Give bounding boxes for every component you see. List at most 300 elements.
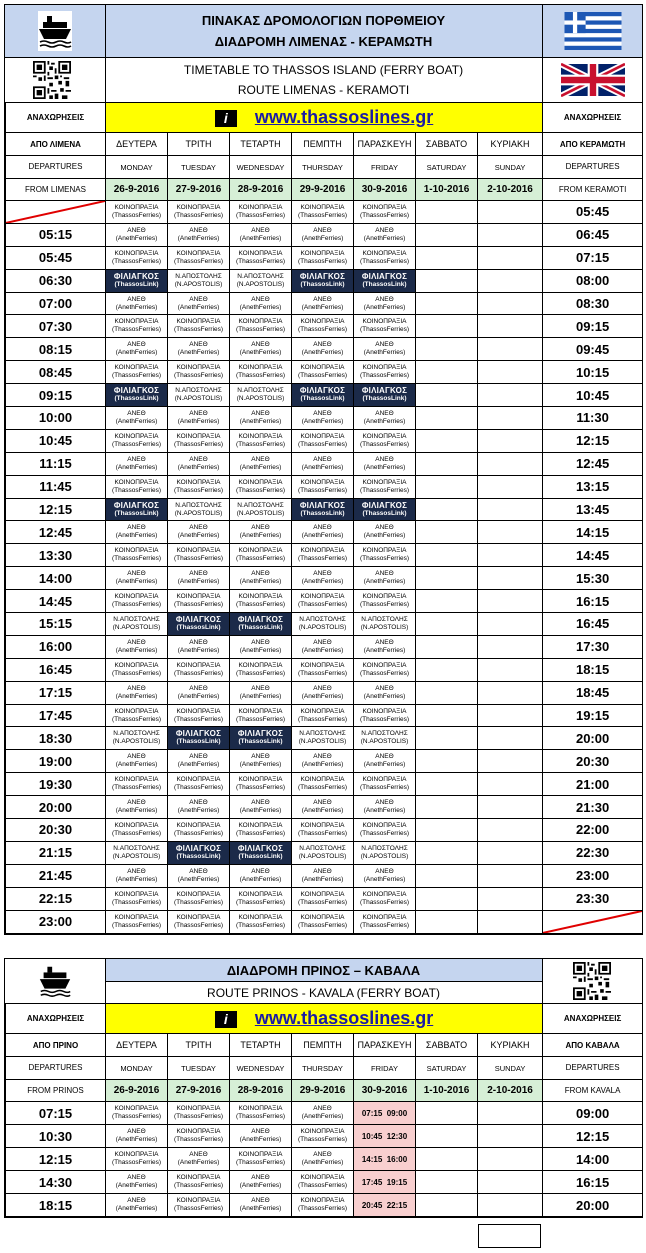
operator-company: (ThassosFerries) bbox=[173, 898, 224, 906]
ferry-operator-cell bbox=[230, 246, 292, 269]
table-row bbox=[6, 841, 643, 864]
departure-time-limenas: 12:45 bbox=[6, 521, 106, 544]
saturday-cell bbox=[416, 750, 478, 773]
operator-company: (AnethFerries) bbox=[301, 417, 344, 425]
ferry-operator-cell bbox=[230, 475, 292, 498]
ferry-operator-cell bbox=[168, 1171, 230, 1194]
date-cell: 30-9-2016 bbox=[354, 179, 416, 201]
operator-company: (ThassosFerries) bbox=[297, 898, 348, 906]
operator-company: (AnethFerries) bbox=[239, 578, 282, 586]
sunday-cell bbox=[478, 452, 543, 475]
operator-company: (ThassosFerries) bbox=[111, 669, 162, 677]
ferry-operator-cell bbox=[168, 658, 230, 681]
date-cell: 27-9-2016 bbox=[168, 179, 230, 201]
operator-company: (ThassosLink) bbox=[300, 395, 345, 403]
operator-name: Ν.ΑΠΟΣΤΟΛΗΣ bbox=[113, 615, 160, 623]
greek-flag-icon bbox=[561, 12, 625, 50]
operator-company: (ThassosLink) bbox=[238, 623, 283, 631]
table-row bbox=[6, 635, 643, 658]
ferry-operator-cell bbox=[168, 727, 230, 750]
operator-company: (ThassosFerries) bbox=[359, 715, 410, 723]
day-gr: ΠΕΜΠΤΗ bbox=[292, 133, 354, 156]
table-row bbox=[6, 452, 643, 475]
right-label-3: DEPARTURES bbox=[543, 156, 643, 179]
operator-name: ΑΝΕΘ bbox=[251, 341, 270, 349]
operator-name: ΚΟΙΝΟΠΡΑΞΙΑ bbox=[176, 249, 221, 257]
departure-time-keramoti: 18:45 bbox=[543, 681, 643, 704]
ferry-operator-cell bbox=[354, 407, 416, 430]
ferry-operator-cell bbox=[106, 361, 168, 384]
operator-company: (ThassosFerries) bbox=[173, 486, 224, 494]
sunday-cell bbox=[478, 819, 543, 842]
operator-name: ΑΝΕΘ bbox=[251, 1197, 270, 1204]
operator-name: ΑΝΕΘ bbox=[313, 226, 332, 234]
ferry-operator-cell bbox=[168, 246, 230, 269]
operator-name: ΑΝΕΘ bbox=[313, 524, 332, 532]
operator-name: ΚΟΙΝΟΠΡΑΞΙΑ bbox=[362, 203, 407, 211]
left-label-3: DEPARTURES bbox=[6, 1057, 106, 1080]
operator-name: ΑΝΕΘ bbox=[189, 570, 208, 578]
operator-name: ΦΙΛΙΑΓΚΟΣ bbox=[175, 729, 222, 739]
operator-company: (ThassosFerries) bbox=[173, 669, 224, 677]
departure-time-limenas: 11:15 bbox=[6, 452, 106, 475]
operator-name: ΑΝΕΘ bbox=[127, 1128, 146, 1135]
ferry-operator-cell bbox=[106, 841, 168, 864]
ferry-operator-cell bbox=[230, 521, 292, 544]
header-table-1 bbox=[5, 5, 642, 102]
ferry-operator-cell bbox=[168, 704, 230, 727]
saturday-cell bbox=[416, 1148, 478, 1171]
operator-company: (ThassosFerries) bbox=[235, 829, 286, 837]
operator-name: ΑΝΕΘ bbox=[313, 341, 332, 349]
saturday-cell bbox=[416, 819, 478, 842]
table-row bbox=[6, 590, 643, 613]
operator-name: ΚΟΙΝΟΠΡΑΞΙΑ bbox=[176, 1197, 221, 1204]
operator-name: ΑΝΕΘ bbox=[127, 1174, 146, 1181]
operator-name: ΑΝΕΘ bbox=[127, 799, 146, 807]
ferry-operator-cell bbox=[292, 681, 354, 704]
ferry-operator-cell bbox=[106, 223, 168, 246]
day-gr: ΤΕΤΑΡΤΗ bbox=[230, 133, 292, 156]
saturday-cell bbox=[416, 567, 478, 590]
operator-company: (AnethFerries) bbox=[363, 303, 406, 311]
departure-time-limenas: 17:45 bbox=[6, 704, 106, 727]
operator-company: (ThassosFerries) bbox=[173, 784, 224, 792]
table-row bbox=[6, 246, 643, 269]
date-cell: 26-9-2016 bbox=[106, 1080, 168, 1102]
ferry-operator-cell bbox=[106, 1148, 168, 1171]
sunday-cell bbox=[478, 796, 543, 819]
saturday-cell bbox=[416, 635, 478, 658]
operator-name: ΚΟΙΝΟΠΡΑΞΙΑ bbox=[300, 1197, 345, 1204]
operator-company: (AnethFerries) bbox=[301, 875, 344, 883]
operator-name: ΑΝΕΘ bbox=[375, 684, 394, 692]
operator-name: ΚΟΙΝΟΠΡΑΞΙΑ bbox=[300, 821, 345, 829]
qr-cell bbox=[5, 58, 105, 103]
sunday-cell bbox=[478, 567, 543, 590]
operator-name: Ν.ΑΠΟΣΤΟΛΗΣ bbox=[299, 844, 346, 852]
operator-name: Ν.ΑΠΟΣΤΟΛΗΣ bbox=[361, 844, 408, 852]
operator-name: ΚΟΙΝΟΠΡΑΞΙΑ bbox=[300, 661, 345, 669]
ferry-operator-cell bbox=[106, 613, 168, 636]
departure-time-kavala: 16:15 bbox=[543, 1171, 643, 1194]
operator-name: ΑΝΕΘ bbox=[251, 226, 270, 234]
saturday-cell bbox=[416, 521, 478, 544]
operator-company: (ThassosFerries) bbox=[235, 921, 286, 929]
ferry-operator-cell bbox=[230, 887, 292, 910]
operator-company: (AnethFerries) bbox=[177, 875, 220, 883]
diagonal-strike bbox=[543, 911, 642, 933]
day-en: WEDNESDAY bbox=[230, 156, 292, 179]
operator-name: Ν.ΑΠΟΣΤΟΛΗΣ bbox=[299, 615, 346, 623]
table-row bbox=[6, 223, 643, 246]
ferry-operator-cell bbox=[292, 452, 354, 475]
day-en: FRIDAY bbox=[354, 156, 416, 179]
ferry-operator-cell bbox=[230, 635, 292, 658]
operator-company: (AnethFerries) bbox=[177, 578, 220, 586]
operator-company: (ThassosFerries) bbox=[111, 921, 162, 929]
ferry-operator-cell bbox=[230, 429, 292, 452]
table-row bbox=[6, 521, 643, 544]
operator-name: ΚΟΙΝΟΠΡΑΞΙΑ bbox=[300, 364, 345, 372]
operator-name: ΑΝΕΘ bbox=[127, 226, 146, 234]
left-label-2: ΑΠΟ ΠΡΙΝΟ bbox=[6, 1034, 106, 1057]
ferry-operator-cell bbox=[354, 223, 416, 246]
operator-company: (AnethFerries) bbox=[239, 807, 282, 815]
operator-company: (ThassosFerries) bbox=[297, 326, 348, 334]
ferry-operator-cell bbox=[106, 384, 168, 407]
website-banner-2 bbox=[106, 1004, 543, 1034]
operator-name: ΑΝΕΘ bbox=[251, 638, 270, 646]
operator-company: (ThassosFerries) bbox=[359, 601, 410, 609]
operator-name: ΑΝΕΘ bbox=[251, 684, 270, 692]
sunday-cell bbox=[478, 246, 543, 269]
uk-flag-cell bbox=[542, 58, 642, 103]
operator-company: (ThassosFerries) bbox=[359, 440, 410, 448]
table-row bbox=[6, 727, 643, 750]
date-cell: 1-10-2016 bbox=[416, 1080, 478, 1102]
saturday-cell bbox=[416, 704, 478, 727]
operator-company: (AnethFerries) bbox=[301, 807, 344, 815]
saturday-cell bbox=[416, 223, 478, 246]
right-label-2: ΑΠΟ ΚΕΡΑΜΩΤΗ bbox=[543, 133, 643, 156]
operator-name: ΚΟΙΝΟΠΡΑΞΙΑ bbox=[300, 593, 345, 601]
departure-time-limenas: 19:00 bbox=[6, 750, 106, 773]
operator-company: (ThassosFerries) bbox=[297, 1205, 348, 1212]
ferry-operator-cell bbox=[168, 773, 230, 796]
ship-logo-cell bbox=[5, 5, 105, 58]
ferry-operator-cell bbox=[168, 201, 230, 224]
operator-company: (ThassosFerries) bbox=[235, 1113, 286, 1120]
table-row bbox=[6, 361, 643, 384]
ferry-operator-cell bbox=[168, 864, 230, 887]
saturday-cell bbox=[416, 269, 478, 292]
table-row bbox=[6, 796, 643, 819]
right-label-1: ΑΝΑΧΩΡΗΣΕΙΣ bbox=[543, 103, 643, 133]
day-en: FRIDAY bbox=[354, 1057, 416, 1080]
departure-time-keramoti: 20:00 bbox=[543, 727, 643, 750]
operator-company: (ThassosFerries) bbox=[359, 829, 410, 837]
operator-name: ΑΝΕΘ bbox=[375, 867, 394, 875]
operator-name: ΚΟΙΝΟΠΡΑΞΙΑ bbox=[114, 364, 159, 372]
sunday-cell bbox=[478, 681, 543, 704]
operator-company: (AnethFerries) bbox=[363, 463, 406, 471]
sunday-cell bbox=[478, 544, 543, 567]
ferry-operator-cell bbox=[292, 544, 354, 567]
operator-company: (ThassosFerries) bbox=[297, 211, 348, 219]
operator-name: ΑΝΕΘ bbox=[313, 570, 332, 578]
timetable-prinos-kavala bbox=[4, 958, 643, 1218]
operator-name: ΦΙΛΙΑΓΚΟΣ bbox=[113, 386, 160, 396]
ferry-operator-cell bbox=[230, 567, 292, 590]
ferry-operator-cell bbox=[230, 681, 292, 704]
operator-name: ΑΝΕΘ bbox=[189, 684, 208, 692]
departure-time-keramoti: 21:00 bbox=[543, 773, 643, 796]
departure-time-keramoti: 22:30 bbox=[543, 841, 643, 864]
operator-company: (AnethFerries) bbox=[363, 692, 406, 700]
operator-company: (AnethFerries) bbox=[301, 646, 344, 654]
operator-name: ΚΟΙΝΟΠΡΑΞΙΑ bbox=[238, 821, 283, 829]
operator-name: ΚΟΙΝΟΠΡΑΞΙΑ bbox=[362, 890, 407, 898]
operator-company: (ThassosFerries) bbox=[173, 921, 224, 929]
table-row bbox=[6, 1194, 643, 1217]
ferry-operator-cell bbox=[168, 613, 230, 636]
ferry-operator-cell bbox=[168, 1102, 230, 1125]
saturday-cell bbox=[416, 658, 478, 681]
operator-company: (AnethFerries) bbox=[301, 1113, 344, 1120]
departure-time-limenas: 20:00 bbox=[6, 796, 106, 819]
departure-time-keramoti: 09:15 bbox=[543, 315, 643, 338]
operator-company: (AnethFerries) bbox=[115, 303, 158, 311]
sunday-cell bbox=[478, 475, 543, 498]
table-row bbox=[6, 1148, 643, 1171]
ferry-operator-cell bbox=[230, 727, 292, 750]
website-link[interactable]: www.thassoslines.gr bbox=[254, 107, 434, 127]
sunday-cell bbox=[478, 635, 543, 658]
operator-name: ΚΟΙΝΟΠΡΑΞΙΑ bbox=[114, 547, 159, 555]
operator-company: (ThassosFerries) bbox=[359, 555, 410, 563]
table-row bbox=[6, 773, 643, 796]
ferry-operator-cell bbox=[168, 681, 230, 704]
operator-company: (ThassosFerries) bbox=[111, 211, 162, 219]
departure-time-prinos: 14:30 bbox=[6, 1171, 106, 1194]
day-gr: ΤΡΙΤΗ bbox=[168, 133, 230, 156]
ferry-operator-cell bbox=[168, 887, 230, 910]
ferry-operator-cell bbox=[292, 635, 354, 658]
operator-company: (AnethFerries) bbox=[239, 532, 282, 540]
sunday-cell bbox=[478, 887, 543, 910]
departure-time-limenas: 20:30 bbox=[6, 819, 106, 842]
operator-company: (AnethFerries) bbox=[301, 303, 344, 311]
ferry-operator-cell bbox=[354, 429, 416, 452]
day-gr: ΔΕΥΤΕΡΑ bbox=[106, 1034, 168, 1057]
sunday-cell bbox=[478, 201, 543, 224]
operator-name: ΑΝΕΘ bbox=[313, 1151, 332, 1158]
operator-company: (ThassosLink) bbox=[176, 738, 221, 746]
ferry-operator-cell bbox=[230, 1171, 292, 1194]
ferry-operator-cell bbox=[230, 613, 292, 636]
saturday-cell bbox=[416, 201, 478, 224]
ferry-operator-cell bbox=[292, 269, 354, 292]
right-label-4: FROM KERAMOTI bbox=[543, 179, 643, 201]
ferry-operator-cell bbox=[106, 544, 168, 567]
ferry-operator-cell bbox=[292, 475, 354, 498]
operator-name: ΑΝΕΘ bbox=[127, 341, 146, 349]
operator-company: (ThassosFerries) bbox=[235, 440, 286, 448]
operator-name: ΑΝΕΘ bbox=[375, 570, 394, 578]
departure-time-limenas: 23:00 bbox=[6, 910, 106, 933]
departure-time-limenas: 05:45 bbox=[6, 246, 106, 269]
ferry-operator-cell bbox=[106, 338, 168, 361]
page-title: ΠΙΝΑΚΑΣ ΔΡΟΜΟΛΟΓΙΩΝ ΠΟΡΘΜΕΙΟΥ bbox=[201, 13, 446, 28]
departure-time-kavala: 14:00 bbox=[543, 1148, 643, 1171]
ferry-operator-cell bbox=[292, 887, 354, 910]
ferry-operator-cell bbox=[354, 315, 416, 338]
operator-company: (ThassosLink) bbox=[362, 280, 407, 288]
operator-name: Ν.ΑΠΟΣΤΟΛΗΣ bbox=[361, 615, 408, 623]
ferry-operator-cell bbox=[230, 750, 292, 773]
table-row bbox=[6, 704, 643, 727]
ferry-operator-cell bbox=[292, 1194, 354, 1217]
ferry-operator-cell bbox=[106, 1171, 168, 1194]
operator-company: (AnethFerries) bbox=[239, 875, 282, 883]
ferry-operator-cell bbox=[168, 361, 230, 384]
ferry-operator-cell bbox=[230, 452, 292, 475]
operator-company: (ThassosFerries) bbox=[235, 669, 286, 677]
ferry-operator-cell bbox=[168, 750, 230, 773]
operator-company: (AnethFerries) bbox=[363, 761, 406, 769]
saturday-cell bbox=[416, 910, 478, 933]
operator-name: ΚΟΙΝΟΠΡΑΞΙΑ bbox=[114, 318, 159, 326]
ferry-operator-cell bbox=[106, 704, 168, 727]
operator-name: ΑΝΕΘ bbox=[127, 867, 146, 875]
table-row bbox=[6, 1125, 643, 1148]
ferry-operator-cell bbox=[292, 201, 354, 224]
operator-name: ΚΟΙΝΟΠΡΑΞΙΑ bbox=[300, 707, 345, 715]
ferry-operator-cell bbox=[354, 681, 416, 704]
website-link-2[interactable]: www.thassoslines.gr bbox=[254, 1008, 434, 1028]
departure-time-keramoti: 14:15 bbox=[543, 521, 643, 544]
operator-company: (N.APOSTOLIS) bbox=[236, 395, 285, 403]
operator-company: (AnethFerries) bbox=[177, 234, 220, 242]
ferry-operator-cell bbox=[168, 292, 230, 315]
table-row bbox=[6, 658, 643, 681]
operator-company: (ThassosFerries) bbox=[173, 1136, 224, 1143]
table-row bbox=[6, 429, 643, 452]
operator-name: ΑΝΕΘ bbox=[251, 753, 270, 761]
title-block-gr bbox=[105, 5, 542, 58]
departure-time-limenas: 12:15 bbox=[6, 498, 106, 521]
route-title-gr-2: ΔΙΑΔΡΟΜΗ ΠΡΙΝΟΣ – ΚΑΒΑΛΑ bbox=[226, 962, 421, 978]
departure-time-limenas: 08:15 bbox=[6, 338, 106, 361]
ferry-operator-cell bbox=[292, 361, 354, 384]
ferry-operator-cell bbox=[168, 452, 230, 475]
operator-company: (AnethFerries) bbox=[301, 692, 344, 700]
operator-company: (AnethFerries) bbox=[363, 417, 406, 425]
operator-company: (ThassosFerries) bbox=[235, 486, 286, 494]
departure-time-prinos: 18:15 bbox=[6, 1194, 106, 1217]
ferry-operator-cell bbox=[292, 223, 354, 246]
day-gr: ΤΕΤΑΡΤΗ bbox=[230, 1034, 292, 1057]
operator-company: (AnethFerries) bbox=[177, 532, 220, 540]
operator-company: (ThassosFerries) bbox=[111, 372, 162, 380]
ferry-operator-cell bbox=[106, 727, 168, 750]
operator-name: ΚΟΙΝΟΠΡΑΞΙΑ bbox=[238, 593, 283, 601]
table-row bbox=[6, 887, 643, 910]
saturday-cell bbox=[416, 544, 478, 567]
table-row bbox=[6, 910, 643, 933]
operator-name: ΑΝΕΘ bbox=[375, 295, 394, 303]
operator-name: ΚΟΙΝΟΠΡΑΞΙΑ bbox=[238, 432, 283, 440]
uk-flag-icon bbox=[561, 63, 625, 97]
operator-company: (ThassosLink) bbox=[114, 395, 159, 403]
operator-company: (AnethFerries) bbox=[115, 578, 158, 586]
day-gr: ΚΥΡΙΑΚΗ bbox=[478, 133, 543, 156]
operator-name: ΑΝΕΘ bbox=[189, 409, 208, 417]
day-gr: ΠΑΡΑΣΚΕΥΗ bbox=[354, 1034, 416, 1057]
saturday-cell bbox=[416, 1171, 478, 1194]
operator-name: ΚΟΙΝΟΠΡΑΞΙΑ bbox=[238, 661, 283, 669]
operator-company: (ThassosFerries) bbox=[297, 601, 348, 609]
ferry-operator-cell bbox=[168, 475, 230, 498]
saturday-cell bbox=[416, 1102, 478, 1125]
operator-company: (ThassosLink) bbox=[176, 852, 221, 860]
sunday-cell bbox=[478, 429, 543, 452]
ferry-operator-cell bbox=[106, 819, 168, 842]
info-icon: i bbox=[215, 110, 237, 127]
operator-name: ΚΟΙΝΟΠΡΑΞΙΑ bbox=[238, 776, 283, 784]
friday-special-times: 20:45 22:15 bbox=[354, 1194, 416, 1217]
table-row bbox=[6, 1171, 643, 1194]
sunday-cell bbox=[478, 292, 543, 315]
ferry-operator-cell bbox=[106, 498, 168, 521]
operator-company: (AnethFerries) bbox=[177, 303, 220, 311]
departure-time-keramoti: 14:45 bbox=[543, 544, 643, 567]
ferry-operator-cell bbox=[168, 567, 230, 590]
date-cell: 1-10-2016 bbox=[416, 179, 478, 201]
operator-name: ΚΟΙΝΟΠΡΑΞΙΑ bbox=[362, 318, 407, 326]
operator-company: (AnethFerries) bbox=[115, 234, 158, 242]
ferry-operator-cell bbox=[230, 1148, 292, 1171]
table-row bbox=[6, 384, 643, 407]
ferry-operator-cell bbox=[168, 498, 230, 521]
operator-name: ΑΝΕΘ bbox=[189, 455, 208, 463]
ferry-operator-cell bbox=[230, 704, 292, 727]
table-row bbox=[6, 864, 643, 887]
departure-time-limenas: 15:15 bbox=[6, 613, 106, 636]
sunday-cell bbox=[478, 1125, 543, 1148]
operator-name: ΚΟΙΝΟΠΡΑΞΙΑ bbox=[362, 364, 407, 372]
operator-name: ΑΝΕΘ bbox=[127, 1197, 146, 1204]
operator-name: ΚΟΙΝΟΠΡΑΞΙΑ bbox=[114, 1105, 159, 1112]
operator-name: ΑΝΕΘ bbox=[313, 295, 332, 303]
operator-name: Ν.ΑΠΟΣΤΟΛΗΣ bbox=[299, 730, 346, 738]
operator-company: (N.APOSTOLIS) bbox=[112, 852, 161, 860]
sunday-cell bbox=[478, 1194, 543, 1217]
day-gr: ΣΑΒΒΑΤΟ bbox=[416, 133, 478, 156]
departure-time-keramoti: 16:15 bbox=[543, 590, 643, 613]
table-row bbox=[6, 544, 643, 567]
date-cell: 2-10-2016 bbox=[478, 179, 543, 201]
ferry-operator-cell bbox=[354, 796, 416, 819]
operator-name: ΑΝΕΘ bbox=[189, 799, 208, 807]
departure-time-limenas: 22:15 bbox=[6, 887, 106, 910]
operator-name: ΑΝΕΘ bbox=[127, 684, 146, 692]
departure-time-keramoti: 13:45 bbox=[543, 498, 643, 521]
operator-name: ΚΟΙΝΟΠΡΑΞΙΑ bbox=[176, 593, 221, 601]
operator-name: ΚΟΙΝΟΠΡΑΞΙΑ bbox=[300, 913, 345, 921]
operator-company: (AnethFerries) bbox=[363, 646, 406, 654]
